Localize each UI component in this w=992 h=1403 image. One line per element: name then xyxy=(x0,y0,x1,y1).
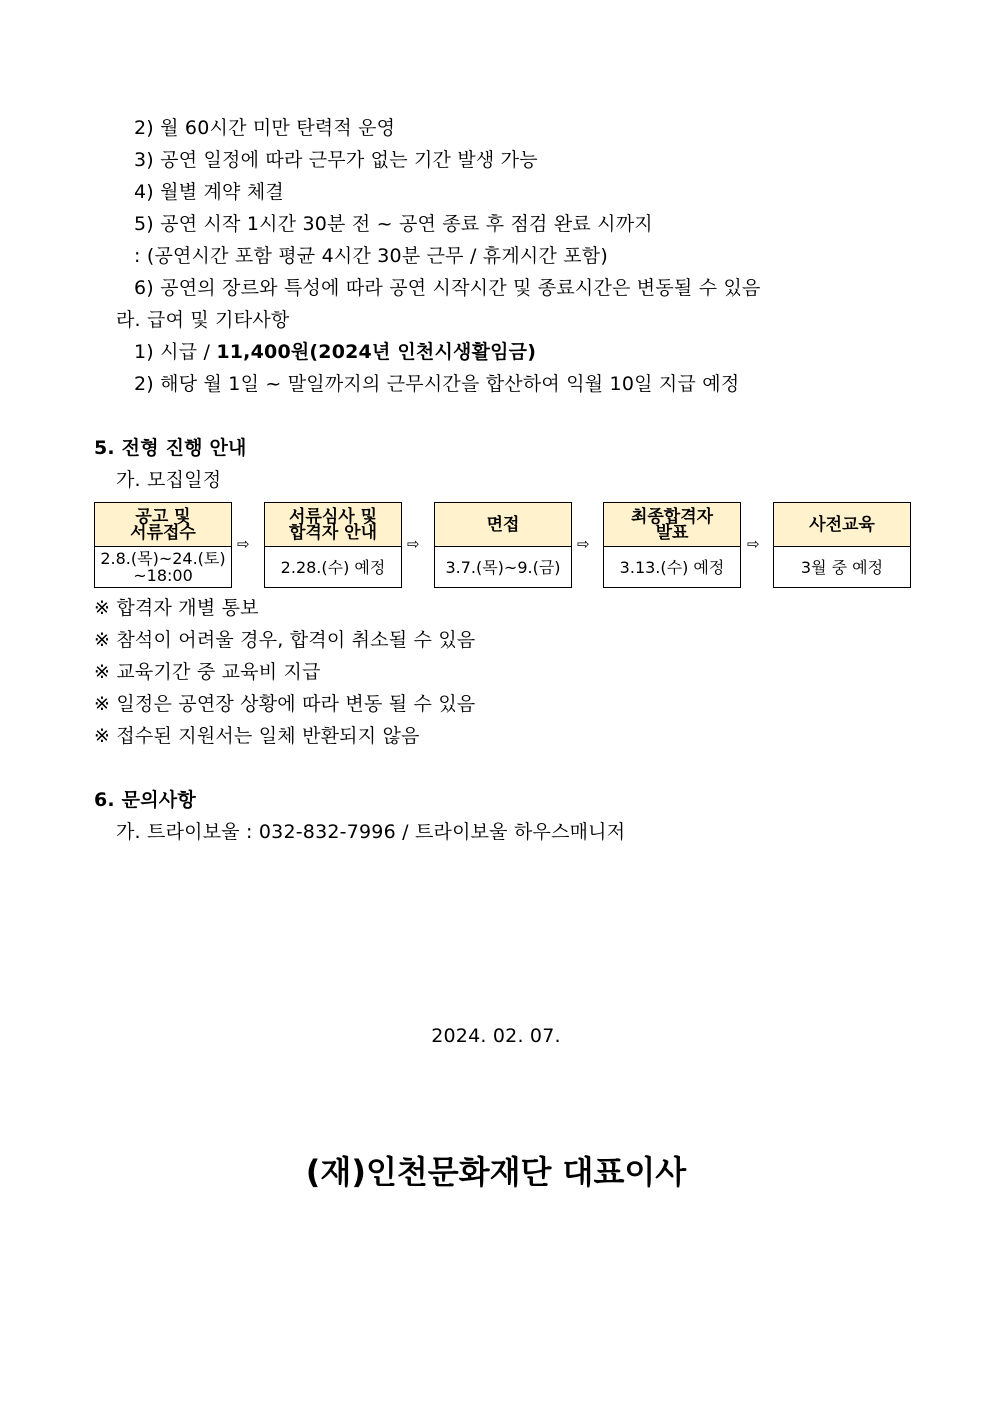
step-body-text: 3.7.(목)~9.(금) xyxy=(445,557,561,577)
work-line-6: 6) 공연의 장르와 특성에 따라 공연 시작시간 및 종료시간은 변동될 수 있음 xyxy=(134,277,761,299)
pay-item-1-rate: 11,400원(2024년 인천시생활임금) xyxy=(216,341,537,363)
step-head-text: 공고 및 서류접수 xyxy=(130,506,196,543)
arrow-right-icon: ⇨ xyxy=(577,535,590,553)
arrow-right-icon: ⇨ xyxy=(407,535,420,553)
step-box-pre-training xyxy=(773,502,911,588)
step-head xyxy=(774,503,910,547)
work-line-5: 5) 공연 시작 1시간 30분 전 ~ 공연 종료 후 점검 완료 시까지 xyxy=(134,213,653,235)
note-item: ※ 접수된 지원서는 일체 반환되지 않음 xyxy=(94,725,420,747)
step-box-final-announcement xyxy=(603,502,741,588)
signature: (재)인천문화재단 대표이사 xyxy=(305,1153,687,1191)
note-item: ※ 일정은 공연장 상황에 따라 변동 될 수 있음 xyxy=(94,693,476,715)
step-head xyxy=(95,503,231,547)
step-box-announcement xyxy=(94,502,232,588)
note-item: ※ 참석이 어려울 경우, 합격이 취소될 수 있음 xyxy=(94,629,476,651)
arrow-right-icon: ⇨ xyxy=(237,535,250,553)
step-box-interview xyxy=(434,502,572,588)
step-head-text: 서류심사 및 합격자 안내 xyxy=(288,506,378,543)
step-head-text: 최종합격자 발표 xyxy=(630,506,714,543)
arrow-right-icon: ⇨ xyxy=(747,535,760,553)
section5-title: 5. 전형 진행 안내 xyxy=(94,437,247,459)
work-line-4: 4) 월별 계약 체결 xyxy=(134,181,284,203)
step-head-text: 면접 xyxy=(486,514,520,535)
step-head xyxy=(435,503,571,547)
step-head xyxy=(604,503,740,547)
work-line-2: 2) 월 60시간 미만 탄력적 운영 xyxy=(134,117,396,139)
step-head-text: 사전교육 xyxy=(809,514,875,535)
section6-title: 6. 문의사항 xyxy=(94,789,196,811)
pay-item-1 xyxy=(134,340,536,364)
work-line-3: 3) 공연 일정에 따라 근무가 없는 기간 발생 가능 xyxy=(134,149,538,171)
step-body-text: 3월 중 예정 xyxy=(800,557,884,577)
step-body-text: 2.8.(목)~24.(토) ~18:00 xyxy=(100,549,226,585)
step-head xyxy=(265,503,401,547)
contact-line: 가. 트라이보울 : 032-832-7996 / 트라이보울 하우스매니저 xyxy=(116,821,626,843)
document-date: 2024. 02. 07. xyxy=(431,1025,561,1047)
note-item: ※ 교육기간 중 교육비 지급 xyxy=(94,661,321,683)
work-line-5-note: : (공연시간 포함 평균 4시간 30분 근무 / 휴게시간 포함) xyxy=(134,245,608,267)
step-body-text: 3.13.(수) 예정 xyxy=(619,557,725,577)
pay-heading: 라. 급여 및 기타사항 xyxy=(116,309,290,331)
pay-item-1-prefix: 1) 시급 / xyxy=(134,341,217,363)
pay-item-2: 2) 해당 월 1일 ~ 말일까지의 근무시간을 합산하여 익월 10일 지급 예정 xyxy=(134,373,740,395)
step-box-document-review xyxy=(264,502,402,588)
step-body-text: 2.28.(수) 예정 xyxy=(280,557,386,577)
note-item: ※ 합격자 개별 통보 xyxy=(94,597,259,619)
section5-subheading: 가. 모집일정 xyxy=(116,469,222,491)
